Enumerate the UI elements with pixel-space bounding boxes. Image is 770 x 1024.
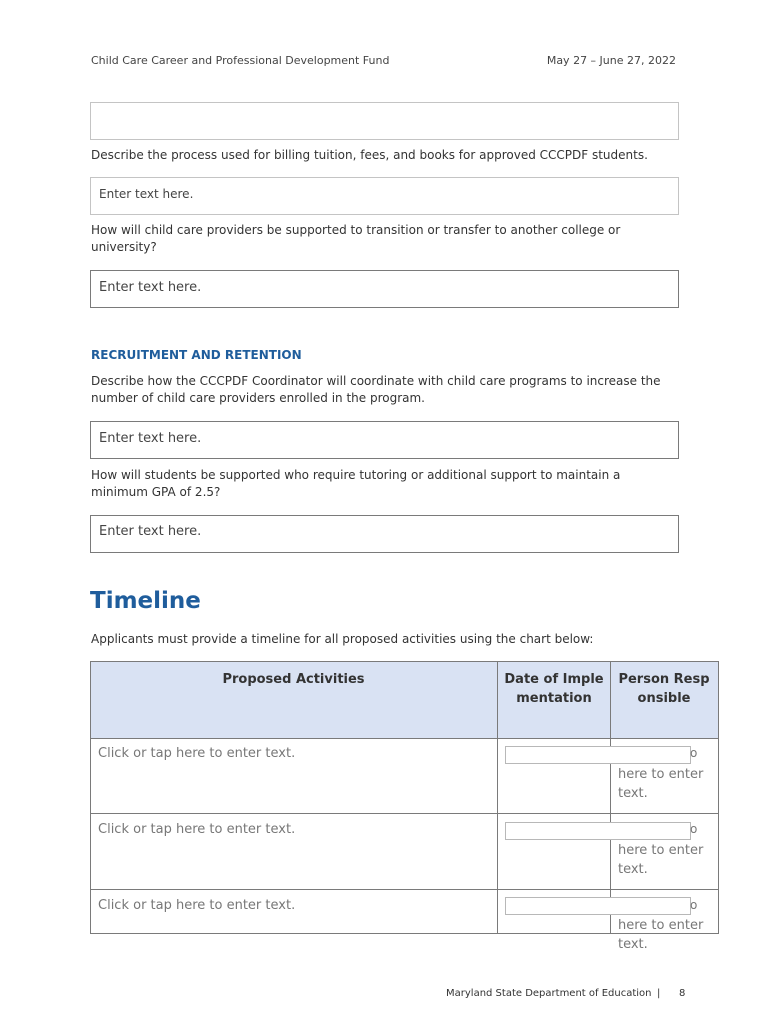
timeline-heading: Timeline bbox=[90, 588, 201, 614]
activity-cell-2[interactable]: Click or tap here to enter text. bbox=[98, 822, 296, 837]
tutoring-placeholder: Enter text here. bbox=[99, 524, 202, 539]
footer-page-number: 8 bbox=[679, 988, 686, 999]
column-header-activities: Proposed Activities bbox=[222, 672, 365, 687]
section-heading-recruitment: RECRUITMENT AND RETENTION bbox=[91, 348, 302, 362]
column-header-person: Person Responsible bbox=[618, 672, 710, 706]
person-cell-1[interactable]: here to enter text. bbox=[618, 767, 704, 801]
transfer-text-box[interactable] bbox=[90, 270, 679, 308]
timeline-intro: Applicants must provide a timeline for all proposed activities using the chart below: bbox=[91, 632, 594, 646]
activity-cell-1[interactable]: Click or tap here to enter text. bbox=[98, 746, 296, 761]
footer-separator: | bbox=[657, 988, 661, 999]
coordinate-text-box[interactable] bbox=[90, 421, 679, 459]
billing-text-box[interactable] bbox=[90, 177, 679, 215]
timeline-table bbox=[90, 661, 719, 952]
person-clipped-char-3: o bbox=[690, 898, 698, 912]
person-cell-3[interactable]: here to enter text. bbox=[618, 918, 704, 952]
person-clipped-char-2: o bbox=[690, 822, 698, 836]
footer-organization: Maryland State Department of Education bbox=[446, 988, 652, 999]
person-clipped-char-1: o bbox=[690, 746, 698, 760]
tutoring-text-box[interactable] bbox=[90, 515, 679, 553]
empty-text-box[interactable] bbox=[90, 102, 679, 140]
date-input-3[interactable] bbox=[505, 897, 691, 915]
running-header-title: Child Care Career and Professional Development Fund bbox=[91, 54, 390, 67]
column-divider bbox=[610, 661, 611, 934]
question-billing: Describe the process used for billing tuition, fees, and books for approved CCCPDF students. bbox=[91, 148, 648, 162]
column-header-date: Date of Implementation bbox=[504, 672, 604, 706]
row-divider bbox=[90, 738, 719, 739]
person-cell-2[interactable]: here to enter text. bbox=[618, 843, 704, 877]
column-divider bbox=[497, 661, 498, 934]
date-input-1[interactable] bbox=[505, 746, 691, 764]
row-divider bbox=[90, 889, 719, 890]
transfer-placeholder: Enter text here. bbox=[99, 280, 202, 295]
coordinate-placeholder: Enter text here. bbox=[99, 431, 202, 446]
running-header-date: May 27 – June 27, 2022 bbox=[546, 54, 676, 67]
date-input-2[interactable] bbox=[505, 822, 691, 840]
billing-placeholder: Enter text here. bbox=[99, 187, 194, 201]
question-transfer: How will child care providers be supported to transition or transfer to another college or university? bbox=[91, 223, 621, 254]
question-tutoring: How will students be supported who require tutoring or additional support to maintain a minimum GPA of 2.5? bbox=[91, 468, 621, 499]
row-divider bbox=[90, 813, 719, 814]
question-coordinate: Describe how the CCCPDF Coordinator will coordinate with child care programs to increase the number of child care providers enrolled in the program. bbox=[91, 374, 661, 405]
activity-cell-3[interactable]: Click or tap here to enter text. bbox=[98, 898, 296, 913]
